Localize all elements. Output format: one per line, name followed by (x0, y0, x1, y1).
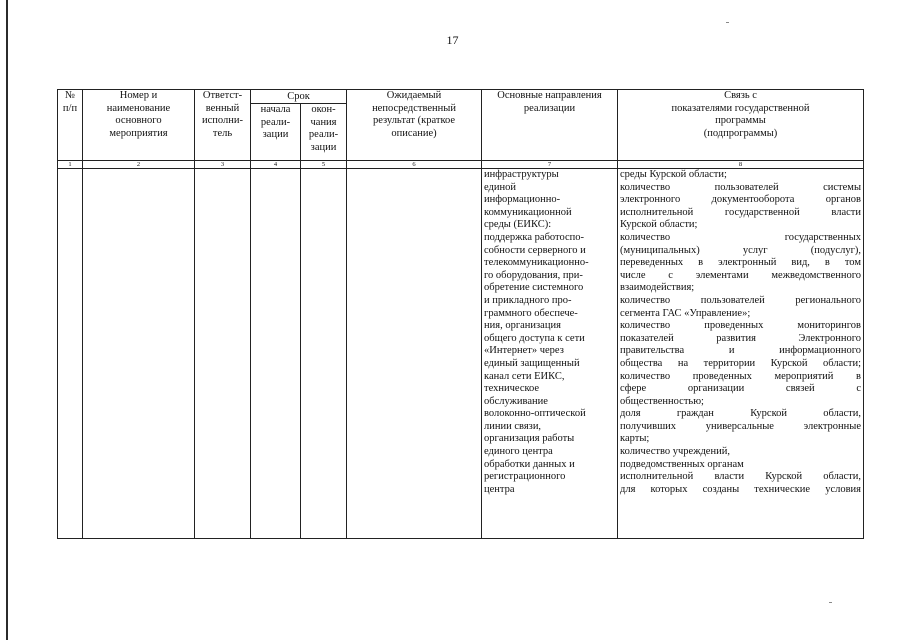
text-line: (муниципальных) услуг (подуслуг), (620, 244, 862, 256)
cell-indicators-link (618, 169, 864, 539)
header-line: реали- (308, 129, 339, 141)
header-term (251, 90, 347, 104)
text-line: ния, организация (484, 320, 561, 332)
text-line: Курской области; (620, 219, 698, 231)
text-line: го оборудования, при- (484, 269, 583, 281)
text-line: поддержка работоспо- (484, 231, 585, 243)
header-number-text (60, 90, 80, 115)
header-line: Ответст- (202, 90, 243, 101)
header-measure-name (83, 90, 195, 161)
text-line: общества на территории Курской области; (620, 357, 862, 369)
header-term-start-text (253, 104, 298, 142)
text-line: исполнительной власти Курской области, (620, 471, 862, 483)
text-line: сегмента ГАС «Управление»; (620, 307, 751, 319)
text-line: электронного документооборота органов (620, 194, 862, 206)
text-line: переведенных в электронный вид, в том (620, 257, 862, 269)
header-line: Ожидаемый (386, 90, 442, 101)
header-line: Связь с (724, 90, 757, 101)
cell-number (58, 169, 83, 539)
header-term-end (301, 104, 347, 161)
header-expected-result (347, 90, 482, 161)
text-line: количество пользователей системы (620, 181, 862, 193)
header-line: венный (205, 102, 240, 114)
header-term-start (251, 104, 301, 161)
text-line: коммуникационной (484, 206, 572, 218)
header-line: зации (262, 129, 289, 141)
column-number: 4 (251, 161, 301, 169)
header-line: тель (212, 127, 233, 139)
header-line: наименование (106, 102, 171, 114)
cell-measure-name (83, 169, 195, 539)
text-line: организация работы (484, 433, 575, 445)
text-line: линии связи, (484, 420, 542, 432)
header-row-1 (58, 90, 864, 104)
measures-table (57, 89, 864, 539)
text-line: обслуживание (484, 395, 548, 407)
text-line: среды (ЕИКС): (484, 219, 552, 231)
text-line: доля граждан Курской области, (620, 408, 862, 420)
page-binding-edge (6, 0, 8, 640)
header-line: реали- (260, 116, 291, 128)
header-line: непосредственный (372, 102, 456, 114)
text-line: подведомственных органам (620, 458, 744, 470)
text-line: инфраструктуры (484, 169, 559, 180)
cell-main-directions (482, 169, 618, 539)
header-main-directions (482, 90, 618, 161)
text-line: канал сети ЕИКС, (484, 370, 565, 382)
cell-executor (195, 169, 251, 539)
header-measure-name-text (85, 90, 192, 140)
page-number: 17 (446, 33, 459, 47)
text-line: общего доступа к сети (484, 332, 585, 344)
cell-term-end (301, 169, 347, 539)
text-line: собности серверного и (484, 244, 586, 256)
header-line: мероприятия (109, 127, 168, 139)
text-line: получивших универсальные электронные (620, 420, 862, 432)
text-line: обработки данных и (484, 458, 575, 470)
text-line: сфере организации связей с (620, 383, 862, 395)
table-row (58, 169, 864, 539)
header-executor (195, 90, 251, 161)
column-number: 5 (301, 161, 347, 169)
header-expected-result-text (349, 90, 479, 140)
header-executor-text (197, 90, 248, 140)
header-main-directions-text (484, 90, 615, 115)
header-indicators-link (618, 90, 864, 161)
header-indicators-link-text (620, 90, 861, 140)
text-line: обретение системного (484, 282, 584, 294)
text-line: количество государственных (620, 231, 862, 243)
header-line: Номер и (119, 90, 158, 101)
text-line: среды Курской области; (620, 169, 727, 180)
text-line: техническое (484, 383, 540, 395)
column-number: 1 (58, 161, 83, 169)
header-line: реализации (523, 102, 576, 114)
header-line: начала (260, 104, 291, 115)
main-directions-text (484, 169, 615, 496)
text-line: центра (484, 483, 515, 495)
text-line: общественностью; (620, 395, 704, 407)
header-line: исполни- (202, 115, 243, 127)
column-number: 7 (482, 161, 618, 169)
header-line: описание) (391, 127, 437, 139)
text-line: «Интернет» через (484, 345, 564, 357)
text-line: количество пользователей регионального (620, 294, 862, 306)
indicators-link-text (620, 169, 861, 496)
text-line: числе с элементами межведомственного (620, 269, 862, 281)
column-number: 6 (347, 161, 482, 169)
text-line: для которых созданы технические условия (620, 483, 862, 495)
column-number: 2 (83, 161, 195, 169)
text-line: показателей развития Электронного (620, 332, 862, 344)
header-term-end-text (303, 104, 344, 154)
header-term-text: Срок (287, 91, 310, 102)
cell-term-start (251, 169, 301, 539)
text-line: исполнительной государственной власти (620, 206, 862, 218)
text-line: карты; (620, 433, 650, 445)
text-line: количество учреждений, (620, 446, 730, 458)
header-line: Основные направления (497, 90, 602, 101)
scan-artifact (726, 22, 729, 23)
text-line: правительства и информационного (620, 345, 862, 357)
text-line: единого центра (484, 446, 553, 458)
text-line: единой (484, 181, 516, 193)
header-line: № (64, 90, 76, 101)
scan-artifact (829, 602, 832, 603)
text-line: количество проведенных мероприятий в (620, 370, 862, 382)
header-number (58, 90, 83, 161)
header-line: основного (115, 115, 162, 127)
text-line: количество проведенных мониторингов (620, 320, 862, 332)
text-line: информационно- (484, 194, 561, 206)
header-line: окон- (311, 104, 336, 115)
text-line: единый защищенный (484, 357, 580, 369)
header-line: результат (краткое (372, 115, 456, 127)
text-line: волоконно-оптической (484, 408, 586, 420)
header-line: чания (310, 116, 337, 128)
column-number-row (58, 161, 864, 169)
header-line: п/п (62, 102, 78, 114)
header-line: показателями государственной (671, 102, 810, 114)
text-line: регистрационного (484, 471, 566, 483)
header-line: зации (310, 141, 337, 153)
header-line: программы (715, 115, 766, 127)
text-line: и прикладного про- (484, 294, 572, 306)
text-line: взаимодействия; (620, 282, 695, 294)
column-number: 3 (195, 161, 251, 169)
text-line: граммного обеспече- (484, 307, 578, 319)
column-number: 8 (618, 161, 864, 169)
text-line: телекоммуникационно- (484, 257, 589, 269)
header-line: (подпрограммы) (703, 127, 778, 139)
cell-expected-result (347, 169, 482, 539)
